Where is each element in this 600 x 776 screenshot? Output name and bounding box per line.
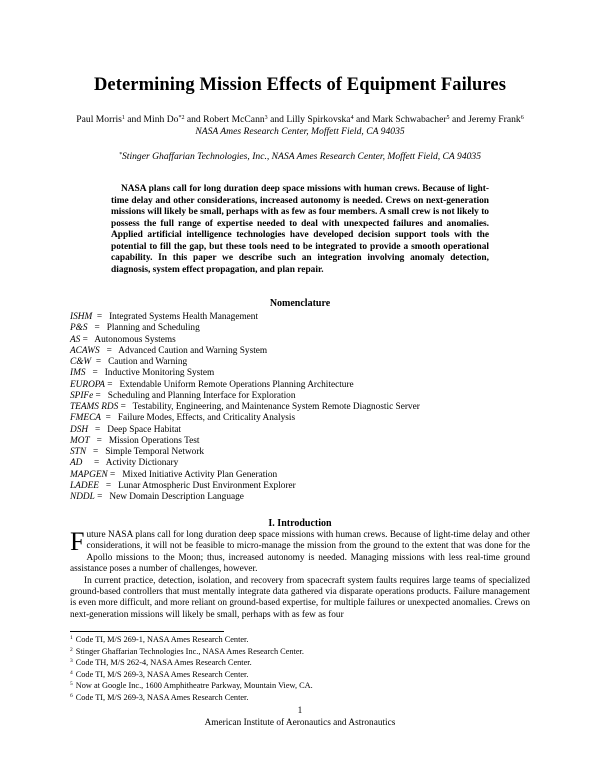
nomenclature-item: LADEE = Lunar Atmospheric Dust Environment Explorer: [70, 480, 296, 491]
footnote: $^2$ Stinger Ghaffarian Technologies Inc., NASA Ames Research Center.: [70, 646, 304, 656]
journal-footer: American Institute of Aeronautics and Astronautics: [204, 718, 396, 728]
drop-cap: F: [70, 527, 85, 556]
nomenclature-heading: Nomenclature: [269, 298, 331, 309]
footnote: $^3$ Code TH, M/S 262-4, NASA Ames Research Center.: [70, 658, 252, 668]
abstract: NASA plans call for long duration deep space missions with human crews. Because of light-time delay and other considerations, increased autonomy is needed. Crews on next-generation missions will likely be small, perhaps with as few as four members. A small crew is not likely to possess the full range of expertise needed to deal with unexpected failures and anomalies. Applied artificial intelligence technologies have developed decision support tools with the potential to fill the gap, but these tools need to be integrated to provide a smooth operational capability. In this paper we describe such an integration involving anomaly detection, diagnosis, system effect propagation, and plan repair.: [111, 184, 489, 275]
author: Robert McCann$^3$ and: [203, 114, 287, 125]
nomenclature-item: FMECA = Failure Modes, Effects, and Criticality Analysis: [70, 413, 296, 424]
nomenclature-item: NDDL = New Domain Description Language: [70, 492, 244, 502]
nomenclature-item: SPIFe = Scheduling and Planning Interface for Exploration: [70, 390, 296, 401]
nomenclature-item: ACAWS = Advanced Caution and Warning System: [70, 345, 268, 356]
intro-paragraph: Future NASA plans call for long duration deep space missions with human crews. Because of light-time delay and other considerations, it will not be feasible to micro-manage the mission from the ground to the extent that was done for the Apollo missions to the Moon; thus, increased autonomy is needed. Managing missions with less real-time ground assistance poses a number of challenges, however.: [70, 527, 530, 575]
introduction-body: [70, 527, 530, 621]
intro-paragraph: In current practice, detection, isolation, and recovery from spacecraft system faults requires large teams of specialized ground-based controllers that must mentally integrate data gathered via disparate operations products. Failure management is even more difficult, and more reliant on ground-based expertise, for multiple failures or unexpected anomalies. Crews on next-generation missions will likely be small, perhaps with as few as four: [70, 575, 530, 620]
footnotes: [70, 634, 530, 704]
nomenclature-item: C&W = Caution and Warning: [70, 357, 188, 367]
footnote: $^4$ Code TI, M/S 269-3, NASA Ames Research Center.: [70, 669, 249, 679]
affiliation-secondary: *Stinger Ghaffarian Technologies, Inc., NASA Ames Research Center, Moffett Field, CA 94035: [118, 151, 482, 162]
author-list: [20, 114, 580, 126]
nomenclature-list: [70, 312, 550, 503]
author: Mark Schwabacher$^5$ and: [372, 114, 469, 125]
affiliation-primary: NASA Ames Research Center, Moffett Field, CA 94035: [195, 126, 405, 137]
author: Minh Do$^{*2}$ and: [143, 114, 204, 125]
author: Jeremy Frank$^6$: [468, 114, 524, 125]
nomenclature-item: TEAMS RDS = Testability, Engineering, and Maintenance System Remote Diagnostic Server: [70, 402, 420, 412]
nomenclature-item: AS = Autonomous Systems: [70, 334, 176, 345]
footnote: $^5$ Now at Google Inc., 1600 Amphitheatre Parkway, Mountain View, CA.: [70, 681, 313, 691]
nomenclature-item: MOT = Mission Operations Test: [70, 435, 200, 446]
nomenclature-item: DSH = Deep Space Habitat: [70, 424, 182, 435]
page-number: 1: [297, 706, 303, 716]
nomenclature-item: IMS = Inductive Monitoring System: [70, 368, 215, 379]
nomenclature-item: AD = Activity Dictionary: [70, 458, 179, 469]
author: Paul Morris$^1$ and: [76, 114, 144, 125]
author: Lilly Spirkovska$^4$ and: [286, 114, 373, 125]
introduction-heading: I. Introduction: [268, 518, 332, 529]
paper-title: Determining Mission Effects of Equipment Failures: [93, 75, 507, 95]
nomenclature-item: ISHM = Integrated Systems Health Management: [70, 312, 259, 322]
nomenclature-item: MAPGEN = Mixed Initiative Activity Plan Generation: [70, 469, 278, 480]
footnote-divider: [70, 631, 224, 632]
nomenclature-item: P&S = Planning and Scheduling: [70, 323, 200, 334]
footnote: $^1$ Code TI, M/S 269-1, NASA Ames Research Center.: [70, 635, 249, 644]
nomenclature-item: EUROPA = Extendable Uniform Remote Operations Planning Architecture: [70, 379, 354, 390]
footnote: $^6$ Code TI, M/S 269-3, NASA Ames Research Center.: [70, 692, 249, 702]
nomenclature-item: STN = Simple Temporal Network: [70, 447, 205, 457]
